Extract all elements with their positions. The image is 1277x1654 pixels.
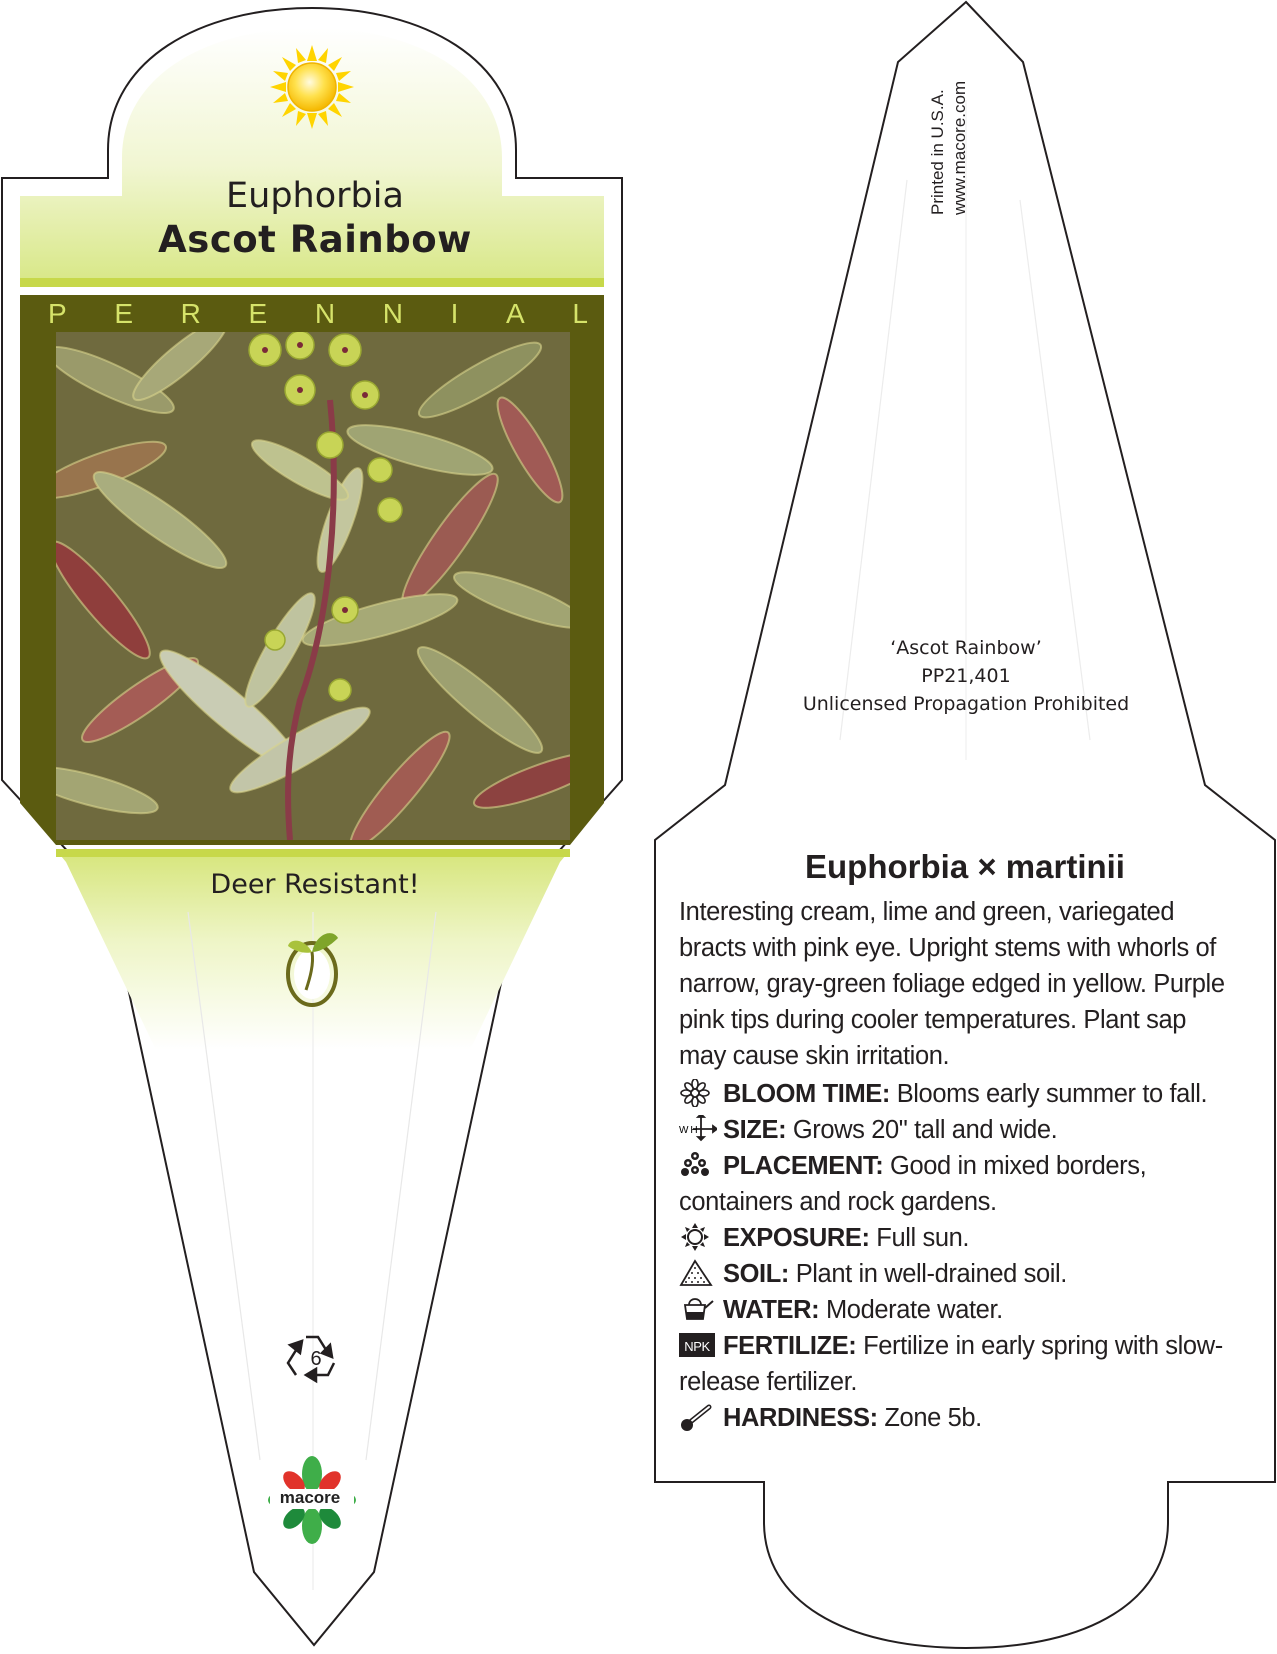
category-letter: E bbox=[248, 298, 268, 329]
fact-text: Moderate water. bbox=[825, 1296, 1003, 1324]
fact-exposure bbox=[679, 1220, 1245, 1256]
brand-name: macore bbox=[279, 1488, 341, 1507]
fact-text: Blooms early summer to fall. bbox=[896, 1080, 1208, 1108]
category-letter: A bbox=[506, 298, 525, 329]
recycle-code: 6 bbox=[310, 1348, 322, 1370]
fact-fertilize bbox=[679, 1328, 1245, 1400]
category-letter: N bbox=[382, 298, 403, 329]
category-letter: P bbox=[48, 298, 67, 329]
printer-website: www.macore.com bbox=[950, 80, 969, 215]
flower-icon bbox=[679, 1079, 717, 1107]
category-label bbox=[48, 296, 588, 332]
soil-icon bbox=[679, 1259, 717, 1287]
fact-label: BLOOM TIME: bbox=[723, 1080, 890, 1108]
category-letter: L bbox=[572, 298, 588, 329]
fact-text: Plant in well-drained soil. bbox=[795, 1260, 1067, 1288]
fact-text: Full sun. bbox=[876, 1224, 970, 1252]
fact-text: Fertilize in early spring with slow-release fertilizer. bbox=[679, 1332, 1223, 1396]
size-arrows-icon bbox=[679, 1115, 717, 1143]
plant-description: Interesting cream, lime and green, variegated bracts with pink eye. Upright stems with whorls of narrow, gray-green foliage edged in yellow. Purple pink tips during cooler temperatures. Plant sap may cause skin irritation. bbox=[679, 898, 1225, 1070]
npk-icon-text: NPK bbox=[684, 1339, 710, 1354]
fact-water bbox=[679, 1292, 1245, 1328]
fact-placement bbox=[679, 1148, 1245, 1220]
patent-block bbox=[770, 634, 1162, 718]
fact-soil bbox=[679, 1256, 1245, 1292]
printer-info bbox=[920, 40, 980, 220]
plant-variety-title: Ascot Rainbow bbox=[158, 218, 472, 261]
category-letter: E bbox=[114, 298, 134, 329]
size-icon-letters: W H bbox=[679, 1125, 698, 1136]
species-name: Euphorbia × martinii bbox=[805, 848, 1125, 885]
watering-can-icon bbox=[679, 1295, 717, 1323]
plant-photo bbox=[19, 311, 611, 857]
thermometer-icon bbox=[679, 1403, 717, 1431]
fact-label: FERTILIZE: bbox=[723, 1332, 857, 1360]
sun-icon bbox=[270, 45, 354, 129]
fact-label: SIZE: bbox=[723, 1116, 787, 1144]
printed-in-usa: Printed in U.S.A. bbox=[928, 89, 947, 215]
plant-genus-title: Euphorbia bbox=[226, 176, 404, 216]
fact-size bbox=[679, 1112, 1245, 1148]
fact-bloom-time bbox=[679, 1076, 1245, 1112]
npk-icon bbox=[679, 1331, 717, 1359]
fact-label: EXPOSURE: bbox=[723, 1224, 870, 1252]
patent-number: PP21,401 bbox=[921, 665, 1011, 687]
fact-label: SOIL: bbox=[723, 1260, 789, 1288]
fact-text: Good in mixed borders, containers and rock gardens. bbox=[679, 1152, 1147, 1216]
fact-text: Zone 5b. bbox=[884, 1404, 982, 1432]
category-letter: R bbox=[180, 298, 201, 329]
fact-label: WATER: bbox=[723, 1296, 820, 1324]
propagation-notice: Unlicensed Propagation Prohibited bbox=[802, 693, 1130, 715]
fact-text: Grows 20" tall and wide. bbox=[792, 1116, 1058, 1144]
placement-icon bbox=[679, 1151, 717, 1179]
category-letter: N bbox=[314, 298, 336, 329]
deer-resistant-tagline: Deer Resistant! bbox=[210, 869, 420, 900]
variety-name: ‘Ascot Rainbow’ bbox=[890, 637, 1042, 659]
fact-label: HARDINESS: bbox=[723, 1404, 878, 1432]
care-facts bbox=[679, 1076, 1245, 1436]
category-letter: I bbox=[450, 298, 459, 329]
fact-label: PLACEMENT: bbox=[723, 1152, 884, 1180]
sun-outline-icon bbox=[679, 1223, 717, 1251]
fact-hardiness bbox=[679, 1400, 1245, 1436]
